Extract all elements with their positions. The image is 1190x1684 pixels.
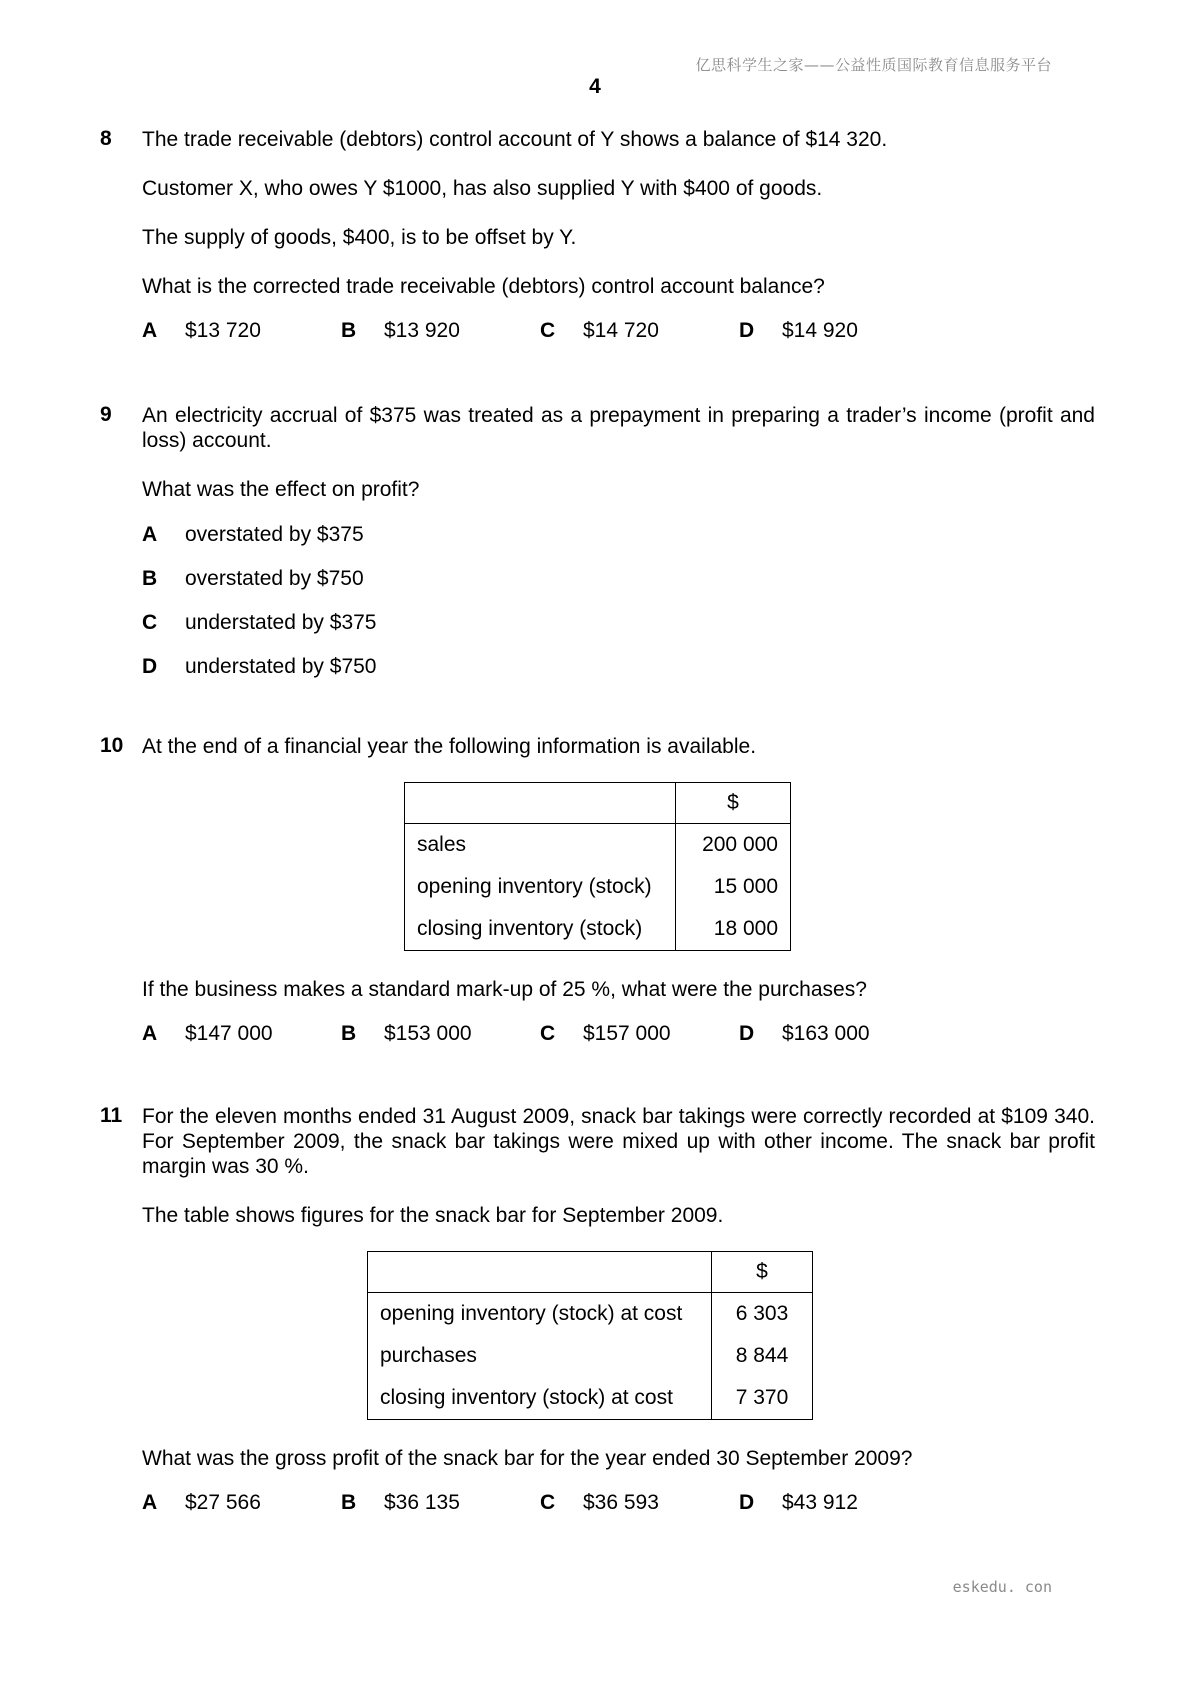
answer-options <box>142 522 1095 679</box>
table-cell-value: 8 844 <box>712 1335 813 1377</box>
answer-options <box>142 1021 1095 1046</box>
option-letter: D <box>739 1022 755 1045</box>
table-cell-value: 6 303 <box>712 1293 813 1336</box>
option-text: understated by $750 <box>185 655 377 678</box>
table-cell-value: 200 000 <box>676 824 791 867</box>
answer-option-c[interactable] <box>540 318 739 343</box>
question-prompt: If the business makes a standard mark-up of 25 %, what were the purchases? <box>142 978 867 1001</box>
option-letter: C <box>540 1022 556 1045</box>
option-letter: D <box>142 655 158 678</box>
option-text: $43 912 <box>782 1491 858 1514</box>
question-11 <box>100 1104 1095 1515</box>
table-cell-label: sales <box>405 824 676 867</box>
answer-option-b[interactable] <box>142 566 1095 591</box>
answer-option-d[interactable] <box>142 654 1095 679</box>
question-number: 11 <box>100 1104 123 1127</box>
option-letter: A <box>142 319 158 342</box>
page-number: 4 <box>589 75 601 98</box>
table-cell-value: 18 000 <box>676 908 791 951</box>
option-letter: A <box>142 1022 158 1045</box>
answer-option-a[interactable] <box>142 1490 341 1515</box>
question-text: At the end of a financial year the following information is available. <box>142 735 757 758</box>
question-text: The table shows figures for the snack bar for September 2009. <box>142 1204 724 1227</box>
answer-option-a[interactable] <box>142 318 341 343</box>
watermark-header: 亿思科学生之家——公益性质国际教育信息服务平台 <box>695 56 1052 74</box>
table-cell-label: opening inventory (stock) <box>405 866 676 908</box>
question-text: Customer X, who owes Y $1000, has also supplied Y with $400 of goods. <box>142 177 823 200</box>
table-cell-label: closing inventory (stock) <box>405 908 676 951</box>
option-text: $14 920 <box>782 319 858 342</box>
answer-option-a[interactable] <box>142 522 1095 547</box>
option-letter: C <box>540 319 556 342</box>
table-cell-label: purchases <box>368 1335 712 1377</box>
question-text: For the eleven months ended 31 August 2009, snack bar takings were correctly recorded at $109 340. For September 2009, the snack bar takings were mixed up with other income. The snack bar profit margin was 30 %. <box>142 1105 1095 1178</box>
answer-option-b[interactable] <box>341 1490 540 1515</box>
option-text: $153 000 <box>384 1022 472 1045</box>
table-header-row <box>368 1252 813 1293</box>
data-table <box>404 782 791 951</box>
answer-options <box>142 318 1095 343</box>
question-prompt: What was the gross profit of the snack bar for the year ended 30 September 2009? <box>142 1447 913 1470</box>
answer-options <box>142 1490 1095 1515</box>
table-header-cell: $ <box>676 783 791 824</box>
option-letter: C <box>540 1491 556 1514</box>
table-cell-value: 7 370 <box>712 1377 813 1420</box>
option-text: overstated by $750 <box>185 567 364 590</box>
question-8 <box>100 127 1095 343</box>
watermark-footer: eskedu. con <box>952 1578 1052 1596</box>
option-letter: B <box>341 319 357 342</box>
table-cell-value: 15 000 <box>676 866 791 908</box>
option-text: $36 135 <box>384 1491 460 1514</box>
answer-option-a[interactable] <box>142 1021 341 1046</box>
answer-option-d[interactable] <box>739 318 938 343</box>
question-text: An electricity accrual of $375 was treated as a prepayment in preparing a trader’s income (profit and loss) account. <box>142 404 1095 452</box>
data-table <box>367 1251 813 1420</box>
question-number: 8 <box>100 127 112 150</box>
answer-option-c[interactable] <box>540 1490 739 1515</box>
table-header-cell <box>368 1252 712 1293</box>
option-text: $13 720 <box>185 319 261 342</box>
option-text: understated by $375 <box>185 611 377 634</box>
option-text: $147 000 <box>185 1022 273 1045</box>
table-row <box>405 866 791 908</box>
answer-option-d[interactable] <box>739 1021 938 1046</box>
option-text: $157 000 <box>583 1022 671 1045</box>
option-letter: B <box>142 567 158 590</box>
option-letter: A <box>142 523 158 546</box>
table-row <box>368 1377 813 1420</box>
question-prompt: What is the corrected trade receivable (debtors) control account balance? <box>142 275 825 298</box>
question-9 <box>100 403 1095 698</box>
table-header-row <box>405 783 791 824</box>
option-letter: D <box>739 1491 755 1514</box>
option-letter: C <box>142 611 158 634</box>
question-10 <box>100 734 1095 1046</box>
question-text: The trade receivable (debtors) control account of Y shows a balance of $14 320. <box>142 128 888 151</box>
table-row <box>405 824 791 867</box>
answer-option-d[interactable] <box>739 1490 938 1515</box>
question-text: The supply of goods, $400, is to be offset by Y. <box>142 226 577 249</box>
table-row <box>368 1335 813 1377</box>
option-text: $163 000 <box>782 1022 870 1045</box>
table-cell-label: closing inventory (stock) at cost <box>368 1377 712 1420</box>
option-letter: B <box>341 1491 357 1514</box>
table-row <box>405 908 791 951</box>
table-header-cell <box>405 783 676 824</box>
answer-option-b[interactable] <box>341 1021 540 1046</box>
question-prompt: What was the effect on profit? <box>142 478 420 501</box>
option-text: $14 720 <box>583 319 659 342</box>
answer-option-b[interactable] <box>341 318 540 343</box>
option-letter: A <box>142 1491 158 1514</box>
option-text: $27 566 <box>185 1491 261 1514</box>
option-text: $13 920 <box>384 319 460 342</box>
option-letter: D <box>739 319 755 342</box>
table-row <box>368 1293 813 1336</box>
answer-option-c[interactable] <box>540 1021 739 1046</box>
question-number: 9 <box>100 403 112 426</box>
table-header-cell: $ <box>712 1252 813 1293</box>
table-cell-label: opening inventory (stock) at cost <box>368 1293 712 1336</box>
answer-option-c[interactable] <box>142 610 1095 635</box>
option-text: overstated by $375 <box>185 523 364 546</box>
option-text: $36 593 <box>583 1491 659 1514</box>
question-number: 10 <box>100 734 124 757</box>
option-letter: B <box>341 1022 357 1045</box>
